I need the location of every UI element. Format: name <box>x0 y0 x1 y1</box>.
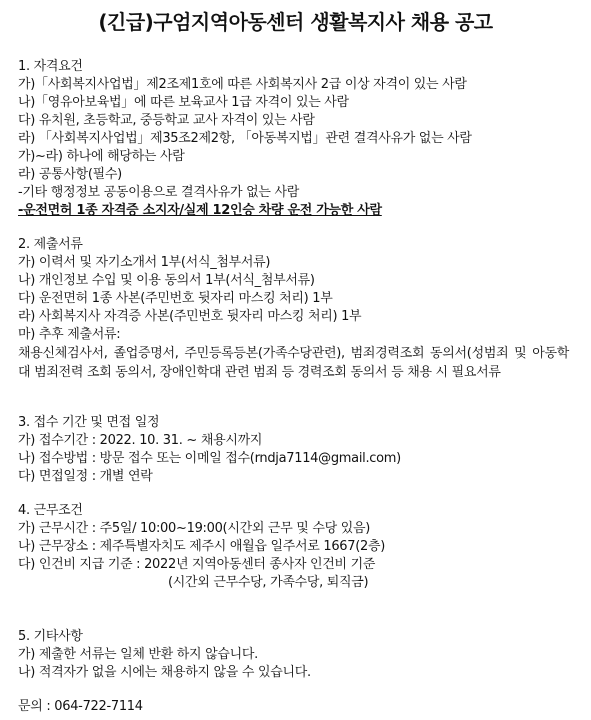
qualification-item: 라) 「사회복지사업법」제35조2제2항, 「아동복지법」관련 결격사유가 없는 사람 <box>18 131 472 146</box>
contact-phone: 문의 : 064-722-7114 <box>18 699 143 714</box>
document-item: 가) 이력서 및 자기소개서 1부(서식_첨부서류) <box>18 255 271 270</box>
qualification-item: 라) 공통사항(필수) <box>18 167 122 182</box>
work-condition-item: 가) 근무시간 : 주5일/ 10:00~19:00(시간외 근무 및 수당 있음) <box>18 521 371 536</box>
schedule-item: 가) 접수기간 : 2022. 10. 31. ~ 채용시까지 <box>18 433 263 448</box>
schedule-item: 나) 접수방법 : 방문 접수 또는 이메일 접수(rndja7114@gmail.com) <box>18 451 401 466</box>
document-item-later-submission: 채용신체검사서, 졸업증명서, 주민등록등본(가족수당관련), 범죄경력조회 동의서(성범죄 및 아동학대 범죄전력 조회 동의서, 장애인학대 관련 범죄 등 경력조회 동의서 등 채용 시 필요서류 <box>18 346 569 380</box>
qualification-item-required-license: -운전면허 1종 자격증 소지자/실제 12인승 차량 운전 가능한 사람 <box>18 203 382 218</box>
schedule-item: 다) 면접일정 : 개별 연락 <box>18 469 153 484</box>
other-item: 가) 제출한 서류는 일체 반환 하지 않습니다. <box>18 647 258 662</box>
document-item: 마) 추후 제출서류: <box>18 327 121 342</box>
document-title: (긴급)구엄지역아동센터 생활복지사 채용 공고 <box>98 10 493 34</box>
document-item: 나) 개인정보 수입 및 이용 동의서 1부(서식_첨부서류) <box>18 273 315 288</box>
section-3-heading: 3. 접수 기간 및 면접 일정 <box>18 415 160 430</box>
qualification-item: -기타 행정정보 공동이용으로 결격사유가 없는 사람 <box>18 185 299 200</box>
section-2-heading: 2. 제출서류 <box>18 237 83 252</box>
qualification-item: 가)~라) 하나에 해당하는 사람 <box>18 149 185 164</box>
work-condition-item-continued: (시간외 근무수당, 가족수당, 퇴직금) <box>168 575 369 590</box>
qualification-item: 가)「사회복지사업법」제2조제1호에 따른 사회복지사 2급 이상 자격이 있는 사람 <box>18 77 467 92</box>
section-5-heading: 5. 기타사항 <box>18 629 83 644</box>
qualification-item: 나)「영유아보육법」에 따른 보육교사 1급 자격이 있는 사람 <box>18 95 349 110</box>
work-condition-item: 나) 근무장소 : 제주특별자치도 제주시 애월읍 일주서로 1667(2층) <box>18 539 386 554</box>
document-item: 다) 운전면허 1종 사본(주민번호 뒷자리 마스킹 처리) 1부 <box>18 291 333 306</box>
work-condition-item: 다) 인건비 지급 기준 : 2022년 지역아동센터 종사자 인건비 기준 <box>18 557 376 572</box>
document-item: 라) 사회복지사 자격증 사본(주민번호 뒷자리 마스킹 처리) 1부 <box>18 309 362 324</box>
qualification-item: 다) 유치원, 초등학교, 중등학교 교사 자격이 있는 사람 <box>18 113 315 128</box>
section-4-heading: 4. 근무조건 <box>18 503 83 518</box>
other-item: 나) 적격자가 없을 시에는 채용하지 않을 수 있습니다. <box>18 665 311 680</box>
section-1-heading: 1. 자격요건 <box>18 59 83 74</box>
